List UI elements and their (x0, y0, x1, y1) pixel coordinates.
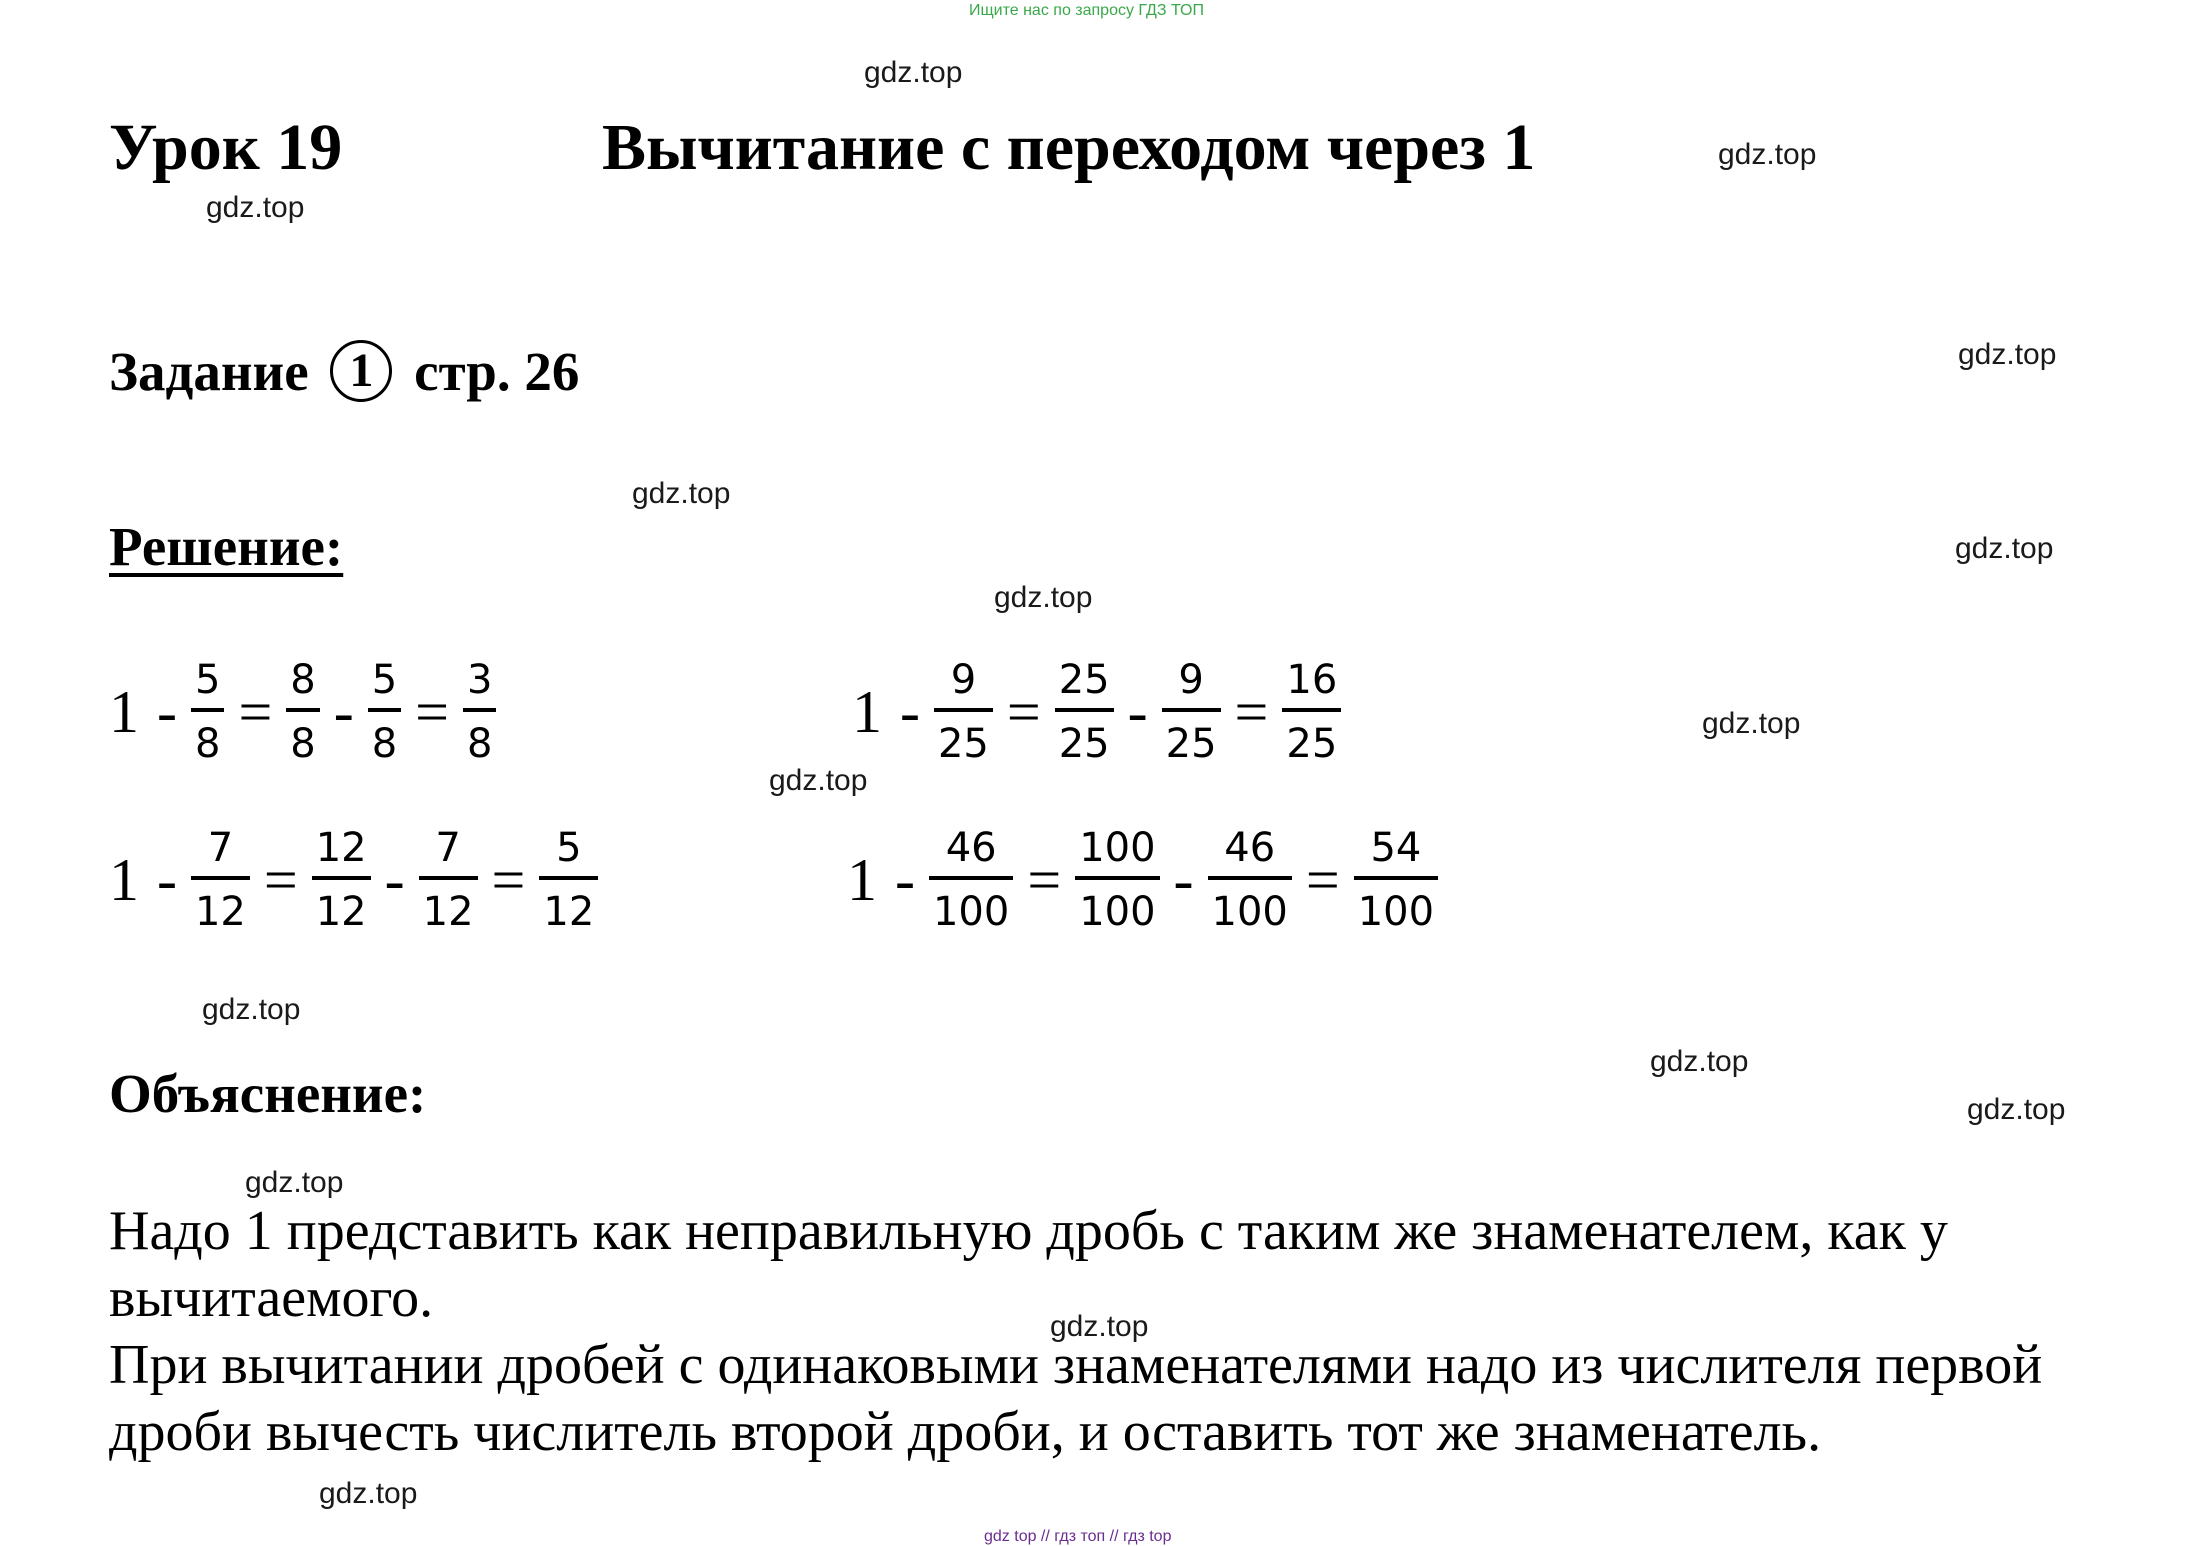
denominator: 100 (929, 876, 1013, 932)
equals-sign: = (263, 846, 298, 913)
minus-sign: - (157, 846, 177, 913)
numerator: 3 (467, 657, 493, 703)
denominator: 100 (1075, 876, 1159, 932)
denominator: 25 (1055, 708, 1114, 764)
denominator: 12 (191, 876, 250, 932)
lesson-title: Вычитание с переходом через 1 (602, 111, 1536, 184)
fraction (1208, 825, 1292, 935)
numerator: 100 (1079, 825, 1156, 871)
minus-sign: - (1173, 846, 1194, 913)
watermark: gdz.top (245, 1166, 344, 1199)
equals-sign: = (1027, 846, 1062, 913)
explanation-paragraph-1: Надо 1 представить как неправильную дробь с таким же знаменателем, как у вычитаемого. (109, 1200, 1948, 1329)
numerator: 9 (1178, 657, 1204, 703)
explanation-paragraph-2: При вычитании дробей с одинаковыми знаменателями надо из числителя первой дроби вычесть числитель второй дроби, и оставить тот же знаменатель. (109, 1334, 2043, 1463)
denominator: 25 (934, 708, 993, 764)
equation-3 (109, 825, 598, 935)
numerator: 7 (435, 825, 461, 871)
denominator: 100 (1354, 876, 1438, 932)
numerator: 16 (1286, 657, 1338, 703)
numerator: 7 (207, 825, 234, 871)
minus-sign: - (333, 678, 354, 745)
equation-4 (847, 825, 1438, 935)
minus-sign: - (157, 678, 177, 745)
watermark: gdz.top (1702, 707, 1801, 740)
lesson-label: Урок 19 (109, 111, 343, 184)
task-prefix: Задание (109, 341, 309, 402)
minus-sign: - (384, 846, 405, 913)
task-heading (109, 340, 579, 408)
denominator: 8 (286, 708, 319, 764)
fraction (286, 657, 319, 767)
fraction (1075, 825, 1159, 935)
search-banner[interactable]: Ищите нас по запросу ГДЗ ТОП (969, 2, 1204, 19)
fraction (934, 657, 993, 767)
denominator: 8 (463, 708, 496, 764)
whole-number: 1 (847, 846, 877, 913)
equals-sign: = (238, 678, 273, 745)
whole-number: 1 (109, 846, 139, 913)
watermark: gdz.top (994, 581, 1093, 614)
numerator: 46 (1224, 825, 1276, 871)
numerator: 12 (315, 825, 367, 871)
watermark: gdz.top (319, 1477, 418, 1510)
solution-heading: Решение: (109, 516, 344, 577)
minus-sign: - (900, 678, 920, 745)
denominator: 12 (419, 876, 478, 932)
fraction (312, 825, 371, 935)
denominator: 12 (312, 876, 371, 932)
numerator: 8 (290, 657, 316, 703)
watermark: gdz.top (1650, 1045, 1749, 1078)
fraction (1354, 825, 1438, 935)
equals-sign: = (491, 846, 526, 913)
watermark: gdz.top (1967, 1093, 2066, 1126)
denominator: 100 (1208, 876, 1292, 932)
numerator: 5 (194, 657, 221, 703)
numerator: 25 (1058, 657, 1110, 703)
whole-number: 1 (852, 678, 882, 745)
equals-sign: = (1305, 846, 1340, 913)
equals-sign: = (1234, 678, 1269, 745)
denominator: 12 (539, 876, 598, 932)
denominator: 25 (1162, 708, 1221, 764)
equation-1 (109, 657, 496, 767)
task-page: стр. 26 (414, 341, 580, 402)
fraction (191, 825, 250, 935)
numerator: 5 (556, 825, 582, 871)
watermark: gdz.top (769, 764, 868, 797)
fraction (368, 657, 401, 767)
fraction (1282, 657, 1341, 767)
numerator: 9 (950, 657, 977, 703)
watermark: gdz.top (1958, 338, 2057, 371)
fraction (191, 657, 224, 767)
denominator: 8 (368, 708, 401, 764)
numerator: 46 (945, 825, 997, 871)
numerator: 54 (1370, 825, 1422, 871)
watermark: gdz.top (1718, 138, 1817, 171)
fraction (1055, 657, 1114, 767)
fraction (539, 825, 598, 935)
denominator: 25 (1282, 708, 1341, 764)
explanation-heading: Объяснение: (109, 1063, 427, 1124)
watermark: gdz.top (864, 56, 963, 89)
watermark: gdz.top (632, 477, 731, 510)
denominator: 8 (191, 708, 224, 764)
equation-2 (852, 657, 1341, 767)
watermark: gdz.top (1955, 532, 2054, 565)
fraction (929, 825, 1013, 935)
watermark: gdz.top (1050, 1310, 1149, 1343)
equals-sign: = (1006, 678, 1041, 745)
minus-sign: - (895, 846, 915, 913)
whole-number: 1 (109, 678, 139, 745)
watermark: gdz.top (202, 993, 301, 1026)
equals-sign: = (415, 678, 450, 745)
fraction (1162, 657, 1221, 767)
numerator: 5 (371, 657, 398, 703)
minus-sign: - (1127, 678, 1148, 745)
fraction (463, 657, 496, 767)
fraction (419, 825, 478, 935)
footer-links[interactable]: gdz top // гдз топ // гдз top (984, 1528, 1172, 1545)
watermark: gdz.top (206, 191, 305, 224)
task-number-badge: 1 (330, 340, 392, 402)
